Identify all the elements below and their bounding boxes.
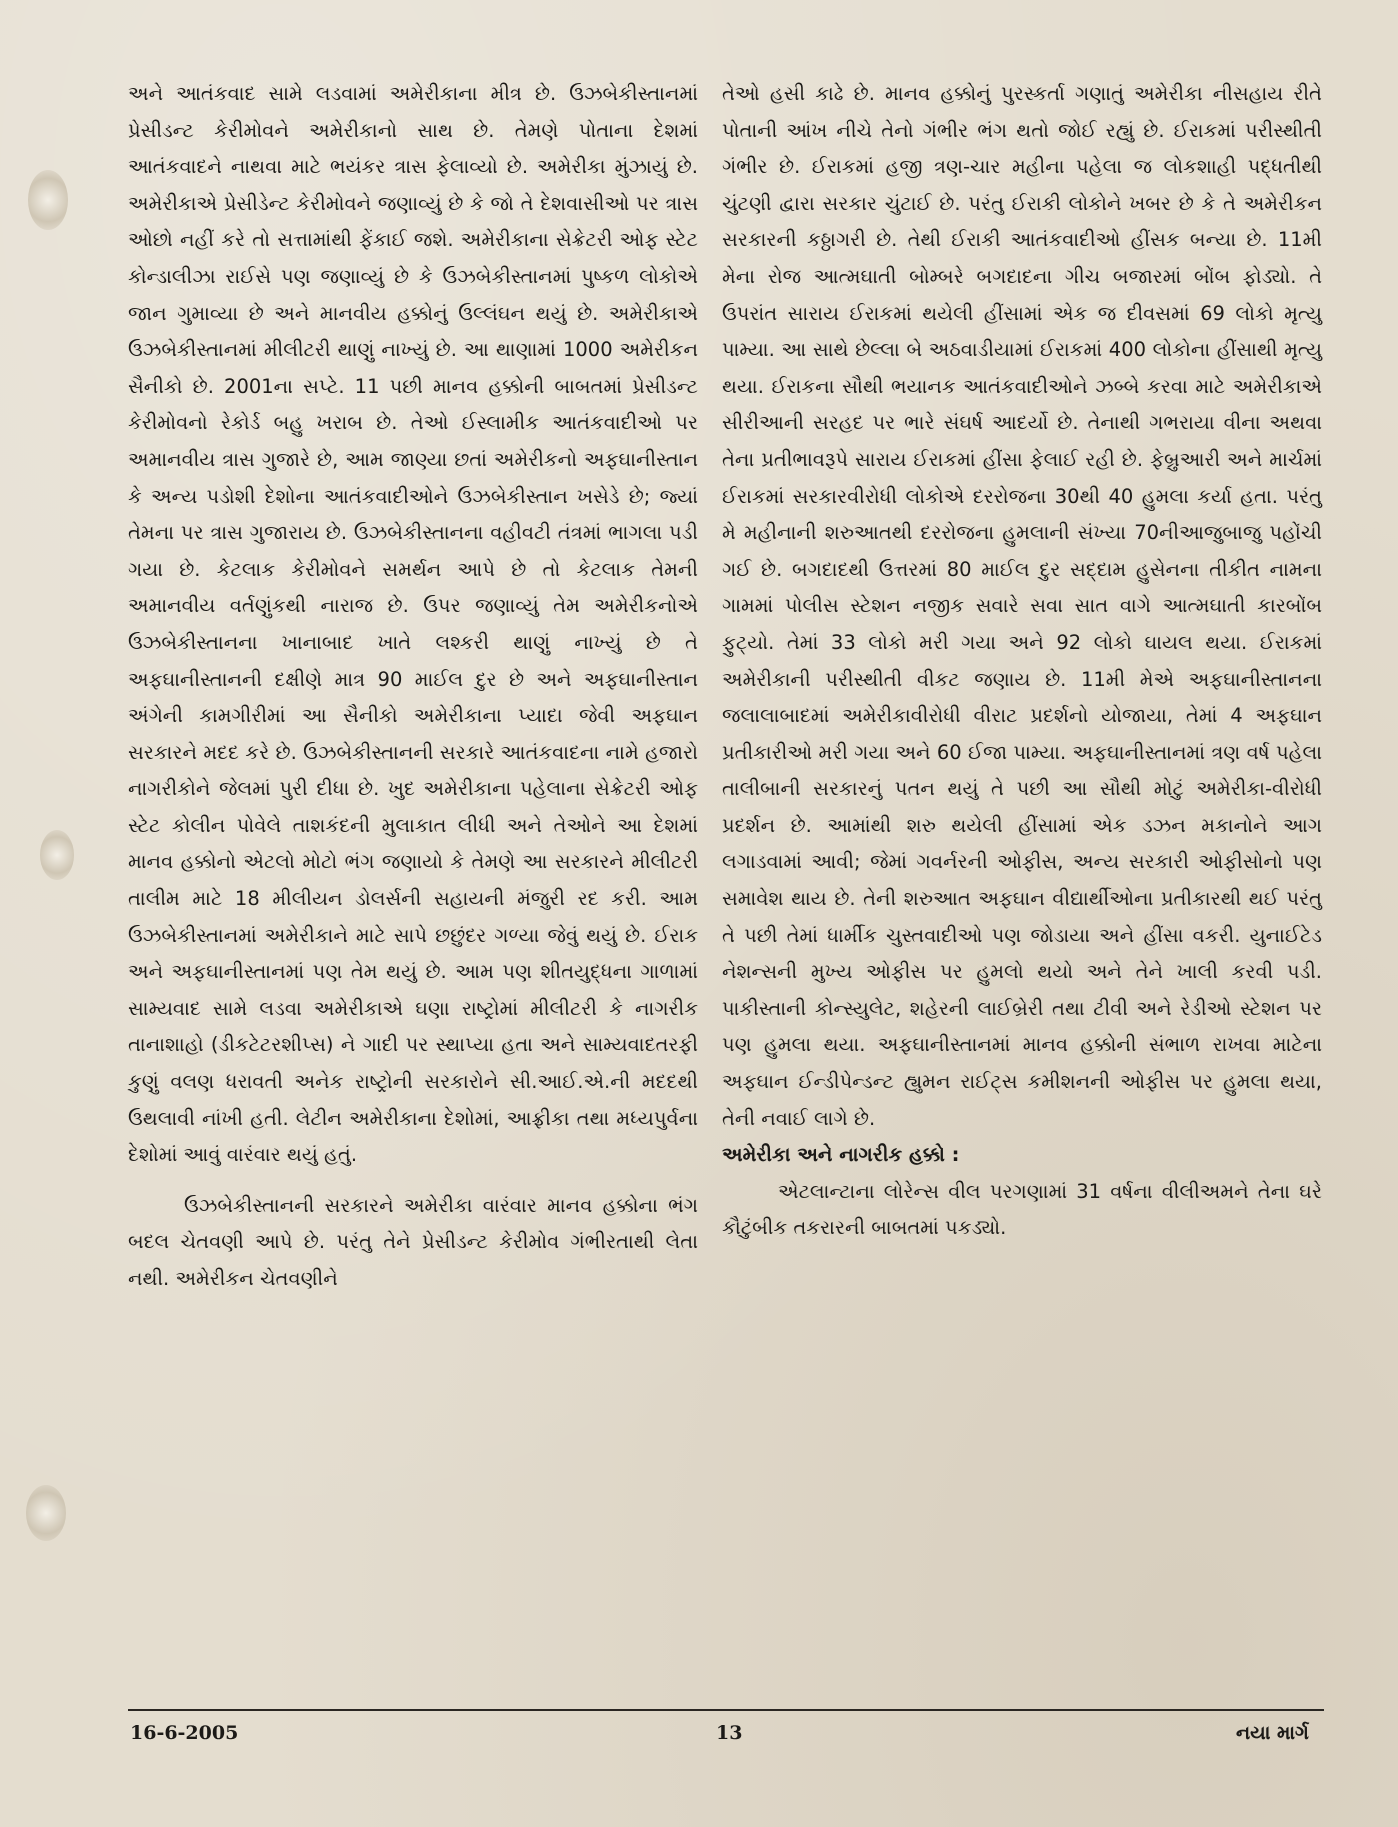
section-heading: અમેરીકા અને નાગરીક હક્કો : bbox=[722, 1143, 960, 1167]
binding-hole-mark bbox=[28, 170, 68, 230]
footer-divider bbox=[128, 1709, 1324, 1711]
paragraph: ઉઝબેકીસ્તાનની સરકારને અમેરીકા વારંવાર માનવ હક્કોના ભંગ બદલ ચેતવણી આપે છે. પરંતુ તેને પ્રેસીડન્ટ કેરીમોવ ગંભીરતાથી લેતા નથી. અમેરીકન ચેતવણીને bbox=[128, 1193, 698, 1290]
binding-hole-mark bbox=[26, 1485, 66, 1541]
page-number: 13 bbox=[716, 1722, 743, 1744]
right-column bbox=[722, 76, 1322, 1247]
binding-hole-mark bbox=[40, 830, 74, 880]
footer-date: 16-6-2005 bbox=[130, 1722, 239, 1744]
publication-name: નયા માર્ગ bbox=[1236, 1722, 1309, 1744]
paragraph: એટલાન્ટાના લોરેન્સ વીલ પરગણામાં 31 વર્ષના વીલીઅમને તેના ઘરે કૌટુંબીક તકરારની બાબતમાં પકડ્યો. bbox=[722, 1179, 1322, 1240]
paragraph: તેઓ હસી કાઢે છે. માનવ હક્કોનું પુરસ્કર્તા ગણાતું અમેરીકા નીસહાય રીતે પોતાની આંખ નીચે તેનો ગંભીર ભંગ થતો જોઈ રહ્યું છે. ઈરાકમાં પરીસ્થીતી ગંભીર છે. ઈરાકમાં હજી ત્રણ-ચાર મહીના પહેલા જ લોકશાહી પદ્ધતીથી ચુંટણી દ્વારા સરકાર ચુંટાઈ છે. પરંતુ ઈરાકી લોકોને ખબર છે કે તે અમેરીકન સરકારની કઠ્ઠાગરી છે. તેથી ઈરાકી આતંકવાદીઓ હીંસક બન્યા છે. 11મી મેના રોજ આત્મઘાતી બોમ્બરે બગદાદના ગીચ બજારમાં બોંબ ફોડ્યો. તે ઉપરાંત સારાય ઈરાકમાં થયેલી હીંસામાં એક જ દીવસમાં 69 લોકો મૃત્યુ પામ્યા. આ સાથે છેલ્લા બે અઠવાડીયામાં ઈરાકમાં 400 લોકોના હીંસાથી મૃત્યુ થયા. ઈરાકના સૌથી ભયાનક આતંકવાદીઓને ઝબ્બે કરવા માટે અમેરીકાએ સીરીઆની સરહદ પર ભારે સંઘર્ષ આદર્યો છે. તેનાથી ગભરાયા વીના અથવા તેના પ્રતીભાવરૂપે સારાય ઈરાકમાં હીંસા ફેલાઈ રહી છે. ફેબ્રુઆરી અને માર્ચમાં ઈરાકમાં સરકારવીરોધી લોકોએ દરરોજના 30થી 40 હુમલા કર્યા હતા. પરંતુ મે મહીનાની શરુઆતથી દરરોજના હુમલાની સંખ્યા 70નીઆજુબાજુ પહોંચી ગઈ છે. બગદાદથી ઉત્તરમાં 80 માઈલ દુર સદ્દામ હુસેનના તીકીત નામના ગામમાં પોલીસ સ્ટેશન નજીક સવારે સવા સાત વાગે આત્મઘાતી કારબોંબ ફુટ્યો. તેમાં 33 લોકો મરી ગયા અને 92 લોકો ઘાયલ થયા. ઈરાકમાં અમેરીકાની પરીસ્થીતી વીકટ જણાય છે. 11મી મેએ અફઘાનીસ્તાનના જલાલાબાદમાં અમેરીકાવીરોધી વીરાટ પ્રદર્શનો યોજાયા, તેમાં 4 અફઘાન પ્રતીકારીઓ મરી ગયા અને 60 ઈજા પામ્યા. અફઘાનીસ્તાનમાં ત્રણ વર્ષ પહેલા તાલીબાની સરકારનું પતન થયું તે પછી આ સૌથી મોટું અમેરીકા-વીરોધી પ્રદર્શન છે. આમાંથી શરુ થયેલી હીંસામાં એક ડઝન મકાનોને આગ લગાડવામાં આવી; જેમાં ગવર્નરની ઓફીસ, અન્ય સરકારી ઓફીસોનો પણ સમાવેશ થાય છે. તેની શરુઆત અફઘાન વીદ્યાર્થીઓના પ્રતીકારથી થઈ પરંતુ તે પછી તેમાં ધાર્મીક ચુસ્તવાદીઓ પણ જોડાયા અને હીંસા વકરી. યુનાઈટેડ નેશન્સની મુખ્ય ઓફીસ પર હુમલો થયો અને તેને ખાલી કરવી પડી. પાકીસ્તાની કોન્સ્યુલેટ, શહેરની લાઈબ્રેરી તથા ટીવી અને રેડીઓ સ્ટેશન પર પણ હુમલા થયા. અફઘાનીસ્તાનમાં માનવ હક્કોની સંભાળ રાખવા માટેના અફઘાન ઈન્ડીપેન્ડન્ટ હ્યુમન રાઈટ્સ કમીશનની ઓફીસ પર હુમલા થયા, તેની નવાઈ લાગે છે. bbox=[722, 82, 1322, 1130]
paragraph: અને આતંકવાદ સામે લડવામાં અમેરીકાના મીત્ર છે. ઉઝબેકીસ્તાનમાં પ્રેસીડન્ટ કેરીમોવને અમેરીકાનો સાથ છે. તેમણે પોતાના દેશમાં આતંકવાદને નાથવા માટે ભયંકર ત્રાસ ફેલાવ્યો છે. અમેરીકા મુંઝાયું છે. અમેરીકાએ પ્રેસીડેન્ટ કેરીમોવને જણાવ્યું છે કે જો તે દેશવાસીઓ પર ત્રાસ ઓછો નહીં કરે તો સત્તામાંથી ફેંકાઈ જશે. અમેરીકાના સેક્રેટરી ઓફ સ્ટેટ કોન્ડાલીઝા રાઈસે પણ જણાવ્યું છે કે ઉઝબેકીસ્તાનમાં પુષ્કળ લોકોએ જાન ગુમાવ્યા છે અને માનવીય હક્કોનું ઉલ્લંઘન થયું છે. અમેરીકાએ ઉઝબેકીસ્તાનમાં મીલીટરી થાણું નાખ્યું છે. આ થાણામાં 1000 અમેરીકન સૈનીકો છે. 2001ના સપ્ટે. 11 પછી માનવ હક્કોની બાબતમાં પ્રેસીડન્ટ કેરીમોવનો રેકોર્ડ બહુ ખરાબ છે. તેઓ ઈસ્લામીક આતંકવાદીઓ પર અમાનવીય ત્રાસ ગુજારે છે, આમ જાણ્યા છતાં અમેરીકનો અફઘાનીસ્તાન કે અન્ય પડોશી દેશોના આતંકવાદીઓને ઉઝબેકીસ્તાન ખસેડે છે; જ્યાં તેમના પર ત્રાસ ગુજારાય છે. ઉઝબેકીસ્તાનના વહીવટી તંત્રમાં ભાગલા પડી ગયા છે. કેટલાક કેરીમોવને સમર્થન આપે છે તો કેટલાક તેમની અમાનવીય વર્તણુંકથી નારાજ છે. ઉપર જણાવ્યું તેમ અમેરીકનોએ ઉઝબેકીસ્તાનના ખાનાબાદ ખાતે લશ્કરી થાણું નાખ્યું છે તે અફઘાનીસ્તાનની દક્ષીણે માત્ર 90 માઈલ દુર છે અને અફઘાનીસ્તાન અંગેની કામગીરીમાં આ સૈનીકો અમેરીકાના પ્યાદા જેવી અફઘાન સરકારને મદદ કરે છે. ઉઝબેકીસ્તાનની સરકારે આતંકવાદના નામે હજારો નાગરીકોને જેલમાં પુરી દીધા છે. ખુદ અમેરીકાના પહેલાના સેક્રેટરી ઓફ સ્ટેટ કોલીન પોવેલે તાશકંદની મુલાકાત લીધી અને તેઓને આ દેશમાં માનવ હક્કોનો એટલો મોટો ભંગ જણાયો કે તેમણે આ સરકારને મીલીટરી તાલીમ માટે 18 મીલીયન ડોલર્સની સહાયની મંજુરી રદ કરી. આમ ઉઝબેકીસ્તાનમાં અમેરીકાને માટે સાપે છછુંદર ગળ્યા જેવું થયું છે. ઈરાક અને અફઘાનીસ્તાનમાં પણ તેમ થયું છે. આમ પણ શીતયુદ્ધના ગાળામાં સામ્યવાદ સામે લડવા અમેરીકાએ ઘણા રાષ્ટ્રોમાં મીલીટરી કે નાગરીક તાનાશાહો (ડીકટેટરશીપ્સ) ને ગાદી પર સ્થાપ્યા હતા અને સામ્યવાદતરફી કુણું વલણ ધરાવતી અનેક રાષ્ટ્રોની સરકારોને સી.આઈ.એ.ની મદદથી ઉથલાવી નાંખી હતી. લેટીન અમેરીકાના દેશોમાં, આફ્રીકા તથા મધ્યપુર્વના દેશોમાં આવું વારંવાર થયું હતું. bbox=[128, 82, 698, 1167]
left-column bbox=[128, 76, 698, 1298]
